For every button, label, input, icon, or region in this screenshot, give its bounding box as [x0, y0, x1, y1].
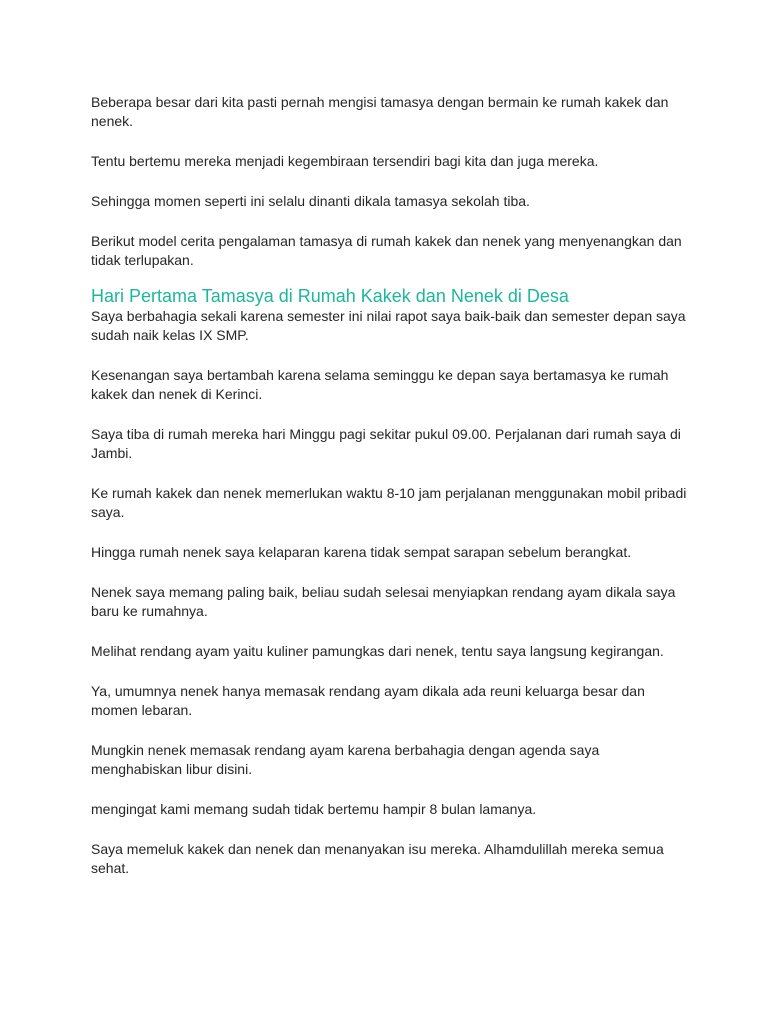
intro-paragraph-3: Sehingga momen seperti ini selalu dinanti dikala tamasya sekolah tiba. [91, 193, 530, 209]
body-paragraph-3: Saya tiba di rumah mereka hari Minggu pagi sekitar pukul 09.00. Perjalanan dari rumah saya di Jambi. [91, 426, 681, 461]
body-paragraph-4: Ke rumah kakek dan nenek memerlukan waktu 8-10 jam perjalanan menggunakan mobil pribadi saya. [91, 485, 687, 520]
intro-paragraph-2: Tentu bertemu mereka menjadi kegembiraan tersendiri bagi kita dan juga mereka. [91, 153, 599, 169]
body-paragraph-6: Nenek saya memang paling baik, beliau sudah selesai menyiapkan rendang ayam dikala saya baru ke rumahnya. [91, 584, 676, 619]
body-paragraph-11: Saya memeluk kakek dan nenek dan menanyakan isu mereka. Alhamdulillah mereka semua sehat. [91, 841, 664, 876]
body-paragraph-5: Hingga rumah nenek saya kelaparan karena tidak sempat sarapan sebelum berangkat. [91, 544, 632, 560]
body-paragraph-10: mengingat kami memang sudah tidak bertemu hampir 8 bulan lamanya. [91, 801, 537, 817]
body-paragraph-8: Ya, umumnya nenek hanya memasak rendang ayam dikala ada reuni keluarga besar dan momen lebaran. [91, 683, 645, 718]
body-paragraph-1: Saya berbahagia sekali karena semester ini nilai rapot saya baik-baik dan semester depan saya sudah naik kelas IX SMP. [91, 308, 686, 343]
intro-paragraph-4: Berikut model cerita pengalaman tamasya di rumah kakek dan nenek yang menyenangkan dan tidak terlupakan. [91, 233, 682, 268]
body-paragraph-2: Kesenangan saya bertambah karena selama seminggu ke depan saya bertamasya ke rumah kakek dan nenek di Kerinci. [91, 367, 669, 402]
body-paragraph-7: Melihat rendang ayam yaitu kuliner pamungkas dari nenek, tentu saya langsung kegirangan. [91, 643, 664, 659]
document-page [91, 93, 691, 899]
intro-paragraph-1: Beberapa besar dari kita pasti pernah mengisi tamasya dengan bermain ke rumah kakek dan nenek. [91, 94, 669, 129]
section-heading: Hari Pertama Tamasya di Rumah Kakek dan Nenek di Desa [91, 286, 569, 306]
body-paragraph-9: Mungkin nenek memasak rendang ayam karena berbahagia dengan agenda saya menghabiskan libur disini. [91, 742, 600, 777]
